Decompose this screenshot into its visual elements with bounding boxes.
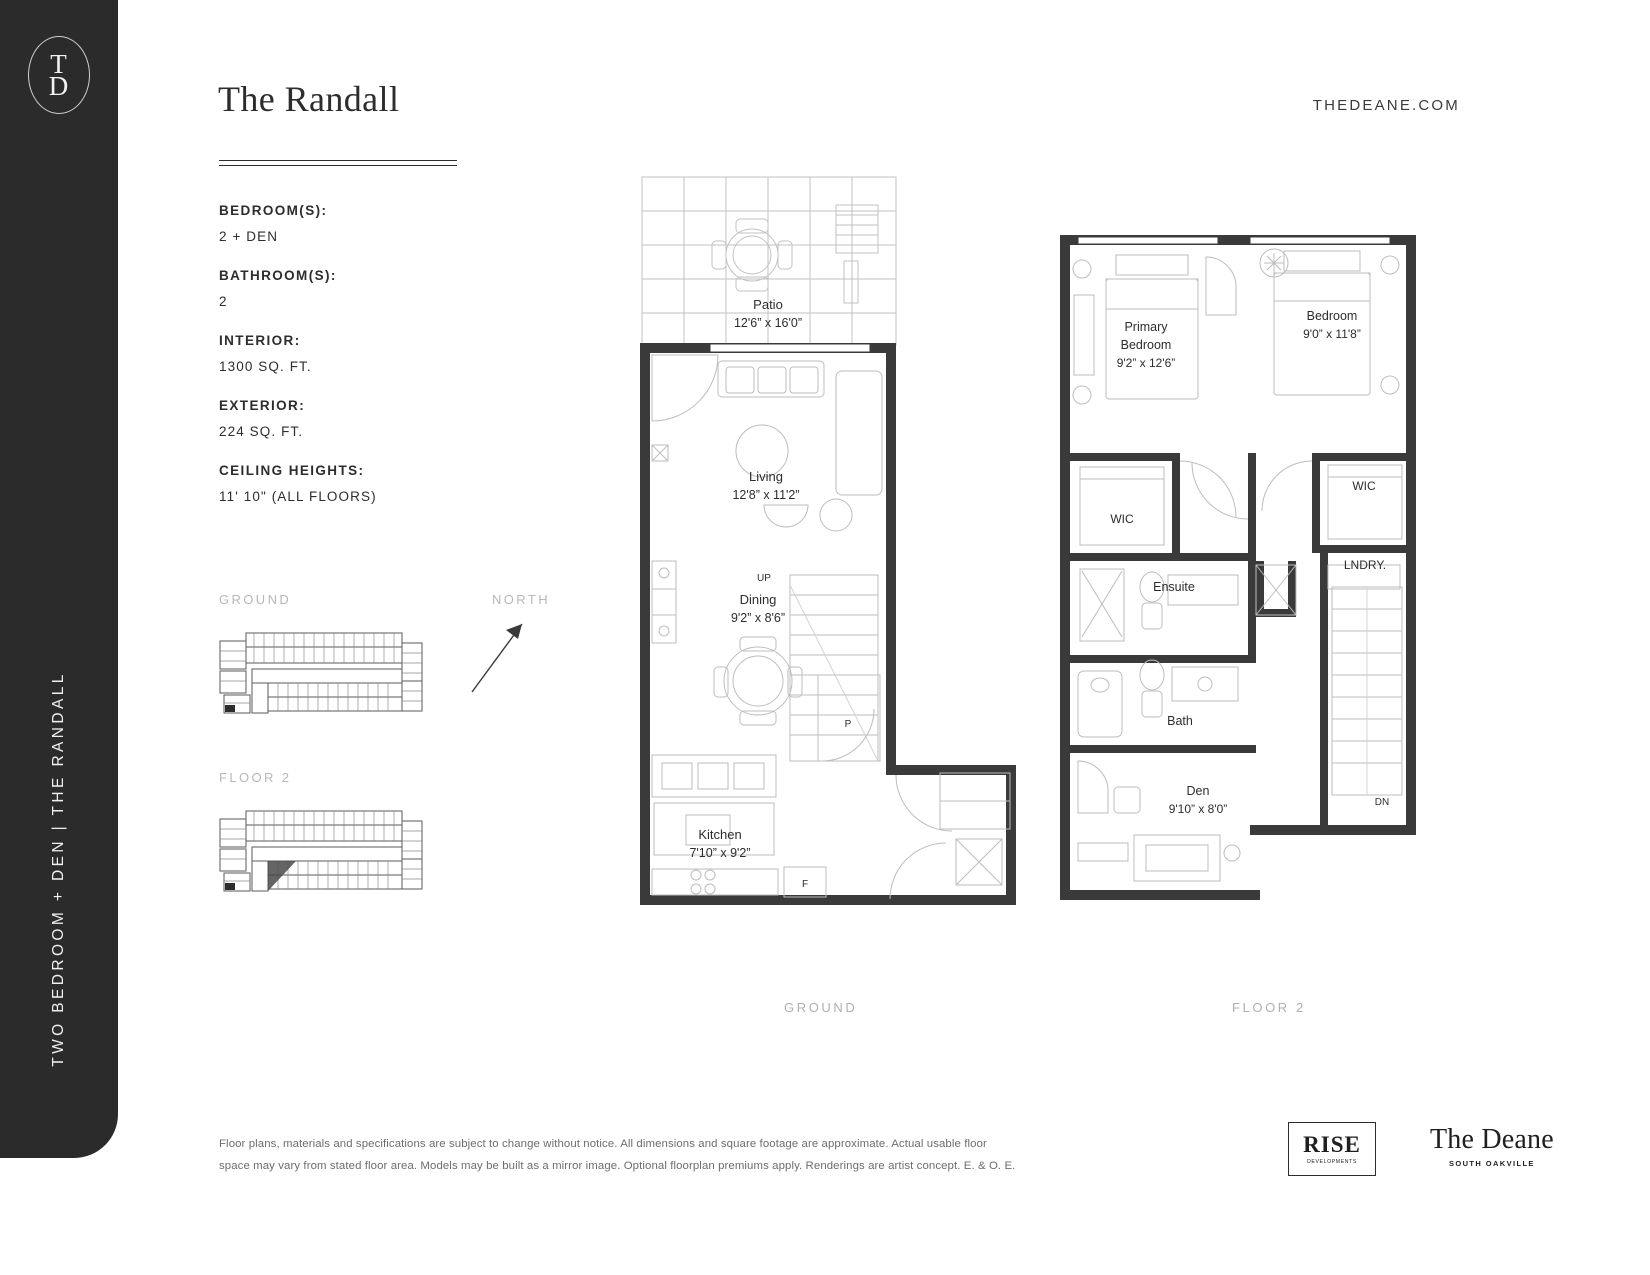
room-label-den: Den [1186,784,1210,798]
plan-caption-ground: GROUND [784,1000,858,1015]
north-label: NORTH [492,592,550,607]
keyplan-label-ground: GROUND [219,592,292,607]
spec-list [219,203,519,504]
room-label-living: Living [749,469,783,484]
room-label-kitchen: Kitchen [698,827,742,842]
svg-text:TOP: TOP [226,707,235,712]
disclaimer [219,1133,1119,1177]
ground-floor-plan-drawing [640,175,1040,935]
monogram-letter-bottom: D [48,71,70,101]
rise-logo-text: RISE [1303,1132,1361,1157]
monogram-letter-top: T [50,48,68,79]
left-sidebar-rail [0,0,118,1158]
deane-logo-text: The Deane [1430,1124,1554,1155]
room-dims-primary-bedroom: 9'2” x 12'6” [1116,356,1176,370]
disclaimer-line-1: Floor plans, materials and specifications are subject to change without notice. All dimensions and square footage are approximate. Actual usable floor [219,1138,987,1150]
spec-label-ceiling-heights: CEILING HEIGHTS: [219,463,365,478]
spec-label-bathrooms: BATHROOM(S): [219,268,337,283]
rail-vertical-title: TWO BEDROOM + DEN | THE RANDALL [50,671,67,1067]
room-label-wic-right: WIC [1352,479,1376,493]
room-dims-dining: 9'2” x 8'6” [730,611,786,625]
north-arrow-icon [466,608,536,698]
plan-mark-dn: DN [1374,797,1390,808]
spec-label-bedrooms: BEDROOM(S): [219,203,328,218]
room-label-wic-left: WIC [1110,512,1134,526]
room-dims-patio: 12'6” x 16'0” [733,316,803,330]
spec-value-bathrooms: 2 [219,294,228,309]
brand-monogram [28,36,90,114]
room-label-primary-bedroom-line1: Primary [1124,320,1168,334]
room-label-bedroom: Bedroom [1306,309,1358,323]
plan-caption-floor2: FLOOR 2 [1232,1000,1306,1015]
room-label-patio: Patio [753,297,783,312]
spec-value-ceiling-heights: 11' 10" (ALL FLOORS) [219,489,377,504]
floor2-plan-drawing [1060,235,1450,910]
rise-developments-logo [1288,1122,1376,1176]
room-label-primary-bedroom-line2: Bedroom [1120,338,1172,352]
keyplan-ground-diagram [216,625,434,730]
the-deane-logo [1430,1126,1554,1168]
title-divider [219,160,457,166]
spec-value-interior: 1300 SQ. FT. [219,359,312,374]
keyplan-label-floor2: FLOOR 2 [219,770,292,785]
room-label-ensuite: Ensuite [1153,580,1195,594]
disclaimer-line-2: space may vary from stated floor area. Models may be built as a mirror image. Optional floorplan premiums apply. Renderings are artist concept. E. & O. E. [219,1160,1016,1173]
room-dims-living: 12'8” x 11'2” [732,488,800,502]
plan-mark-f: F [801,879,809,890]
room-label-laundry: LNDRY. [1343,558,1387,572]
svg-text:TOP: TOP [226,885,235,890]
spec-value-exterior: 224 SQ. FT. [219,424,304,439]
room-dims-den: 9'10” x 8'0” [1168,802,1228,816]
room-dims-kitchen: 7'10” x 9'2” [689,846,751,860]
spec-label-interior: INTERIOR: [219,333,301,348]
rise-logo-subtext: DEVELOPMENTS [1307,1159,1357,1165]
website-url[interactable]: THEDEANE.COM [1312,97,1460,114]
room-dims-bedroom: 9'0” x 11'8” [1303,327,1361,341]
plan-mark-up: UP [757,573,771,584]
page-title: The Randall [218,79,400,119]
room-label-bath: Bath [1167,714,1193,728]
spec-label-exterior: EXTERIOR: [219,398,306,413]
spec-value-bedrooms: 2 + DEN [219,229,279,244]
keyplan-floor2-diagram [216,803,434,908]
room-label-dining: Dining [739,592,777,607]
deane-logo-subtext: SOUTH OAKVILLE [1448,1159,1535,1168]
plan-mark-p: P [844,719,852,730]
